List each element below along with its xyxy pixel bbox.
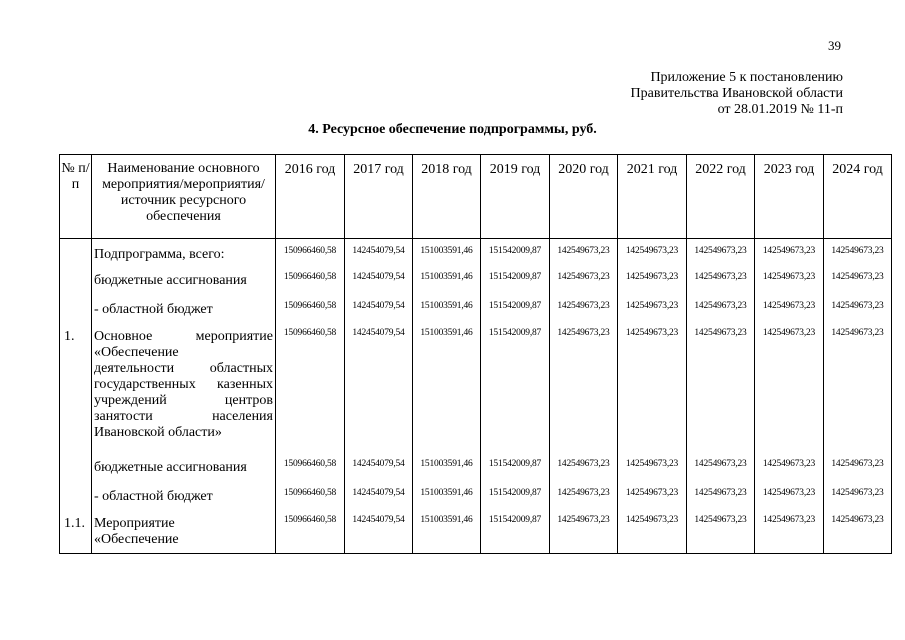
row-value: 142549673,23 xyxy=(550,487,618,514)
row-value: 151003591,46 xyxy=(413,327,481,458)
row-label-line: занятости населения xyxy=(94,408,273,424)
row-label: Подпрограмма, всего: xyxy=(92,239,276,271)
header-name: Наименование основного мероприятия/мероприятия/ источник ресурсного обеспечения xyxy=(92,155,276,239)
row-value: 142549673,23 xyxy=(824,300,892,327)
row-value: 142549673,23 xyxy=(687,271,755,300)
row-value: 142549673,23 xyxy=(824,327,892,458)
row-label: - областной бюджет xyxy=(92,487,276,514)
row-number: 1. xyxy=(60,327,92,458)
row-value: 151542009,87 xyxy=(481,300,550,327)
appendix-line-2: Правительства Ивановской области xyxy=(630,86,843,101)
row-value: 142549673,23 xyxy=(618,487,687,514)
row-value: 142549673,23 xyxy=(550,300,618,327)
row-value: 150966460,58 xyxy=(276,487,345,514)
row-value: 150966460,58 xyxy=(276,458,345,487)
row-value: 142549673,23 xyxy=(824,514,892,554)
row-label-line: Мероприятие xyxy=(94,515,175,531)
row-label xyxy=(92,327,276,458)
row-value: 142549673,23 xyxy=(755,487,824,514)
row-value: 142549673,23 xyxy=(550,327,618,458)
header-year: 2018 год xyxy=(413,155,481,239)
table-row xyxy=(60,487,892,514)
section-title: 4. Ресурсное обеспечение подпрограммы, руб. xyxy=(308,122,597,137)
row-value: 142549673,23 xyxy=(824,239,892,271)
resource-table xyxy=(59,154,892,554)
row-label-line: Ивановской области» xyxy=(94,424,222,440)
header-year: 2020 год xyxy=(550,155,618,239)
appendix-note xyxy=(631,70,843,118)
row-value: 142549673,23 xyxy=(550,271,618,300)
row-value: 142549673,23 xyxy=(755,514,824,554)
row-value: 150966460,58 xyxy=(276,300,345,327)
row-value: 142454079,54 xyxy=(345,458,413,487)
row-value: 142549673,23 xyxy=(824,487,892,514)
row-value: 142549673,23 xyxy=(755,458,824,487)
row-value: 142549673,23 xyxy=(755,300,824,327)
appendix-line-1: Приложение 5 к постановлению xyxy=(650,70,843,85)
table-row xyxy=(60,239,892,271)
row-value: 142549673,23 xyxy=(755,327,824,458)
row-value: 151542009,87 xyxy=(481,514,550,554)
row-value: 150966460,58 xyxy=(276,514,345,554)
row-value: 142454079,54 xyxy=(345,514,413,554)
row-value: 151003591,46 xyxy=(413,300,481,327)
header-year: 2017 год xyxy=(345,155,413,239)
row-value: 142549673,23 xyxy=(755,271,824,300)
header-year: 2023 год xyxy=(755,155,824,239)
row-value: 150966460,58 xyxy=(276,327,345,458)
row-value: 151542009,87 xyxy=(481,239,550,271)
row-value: 151003591,46 xyxy=(413,514,481,554)
row-value: 151542009,87 xyxy=(481,271,550,300)
row-value: 151003591,46 xyxy=(413,239,481,271)
row-value: 142549673,23 xyxy=(618,271,687,300)
row-value: 142454079,54 xyxy=(345,300,413,327)
row-value: 150966460,58 xyxy=(276,271,345,300)
row-value: 142549673,23 xyxy=(824,458,892,487)
row-value: 151542009,87 xyxy=(481,458,550,487)
row-value: 142549673,23 xyxy=(687,458,755,487)
row-value: 142549673,23 xyxy=(687,514,755,554)
row-value: 142549673,23 xyxy=(618,458,687,487)
header-year: 2024 год xyxy=(824,155,892,239)
row-value: 142549673,23 xyxy=(687,487,755,514)
row-label-line: деятельности областных xyxy=(94,360,273,376)
row-value: 142549673,23 xyxy=(618,300,687,327)
header-year: 2016 год xyxy=(276,155,345,239)
row-number xyxy=(60,487,92,514)
row-value: 142454079,54 xyxy=(345,327,413,458)
table-row xyxy=(60,300,892,327)
table-row xyxy=(60,514,892,554)
row-value: 142549673,23 xyxy=(618,514,687,554)
row-label-line: «Обеспечение xyxy=(94,344,179,360)
row-value: 150966460,58 xyxy=(276,239,345,271)
table-row xyxy=(60,458,892,487)
row-number xyxy=(60,300,92,327)
header-year: 2019 год xyxy=(481,155,550,239)
row-value: 142454079,54 xyxy=(345,271,413,300)
row-value: 142454079,54 xyxy=(345,239,413,271)
row-value: 151003591,46 xyxy=(413,271,481,300)
row-value: 142549673,23 xyxy=(550,458,618,487)
row-label: бюджетные ассигнования xyxy=(92,271,276,300)
row-value: 142549673,23 xyxy=(618,239,687,271)
row-value: 142549673,23 xyxy=(687,327,755,458)
row-value: 151542009,87 xyxy=(481,487,550,514)
row-number xyxy=(60,271,92,300)
row-value: 142549673,23 xyxy=(550,514,618,554)
page-number: 39 xyxy=(828,38,841,53)
row-number: 1.1. xyxy=(60,514,92,554)
row-value: 151003591,46 xyxy=(413,458,481,487)
row-value: 151542009,87 xyxy=(481,327,550,458)
row-label: бюджетные ассигнования xyxy=(92,458,276,487)
row-value: 142549673,23 xyxy=(824,271,892,300)
row-label-line: «Обеспечение xyxy=(94,531,179,547)
row-label xyxy=(92,514,276,554)
header-year: 2022 год xyxy=(687,155,755,239)
table-row xyxy=(60,327,892,458)
row-value: 151003591,46 xyxy=(413,487,481,514)
header-num: № п/п xyxy=(60,155,92,239)
row-number xyxy=(60,458,92,487)
appendix-line-3: от 28.01.2019 № 11-п xyxy=(717,102,843,117)
row-label-line: государственных казенных xyxy=(94,376,273,392)
table-row xyxy=(60,271,892,300)
header-row xyxy=(60,155,892,239)
row-label-line: Основное мероприятие xyxy=(94,328,273,344)
header-year: 2021 год xyxy=(618,155,687,239)
row-value: 142549673,23 xyxy=(755,239,824,271)
row-value: 142549673,23 xyxy=(687,300,755,327)
row-value: 142454079,54 xyxy=(345,487,413,514)
row-value: 142549673,23 xyxy=(618,327,687,458)
row-value: 142549673,23 xyxy=(687,239,755,271)
row-label: - областной бюджет xyxy=(92,300,276,327)
row-value: 142549673,23 xyxy=(550,239,618,271)
row-number xyxy=(60,239,92,271)
row-label-line: учреждений центров xyxy=(94,392,273,408)
